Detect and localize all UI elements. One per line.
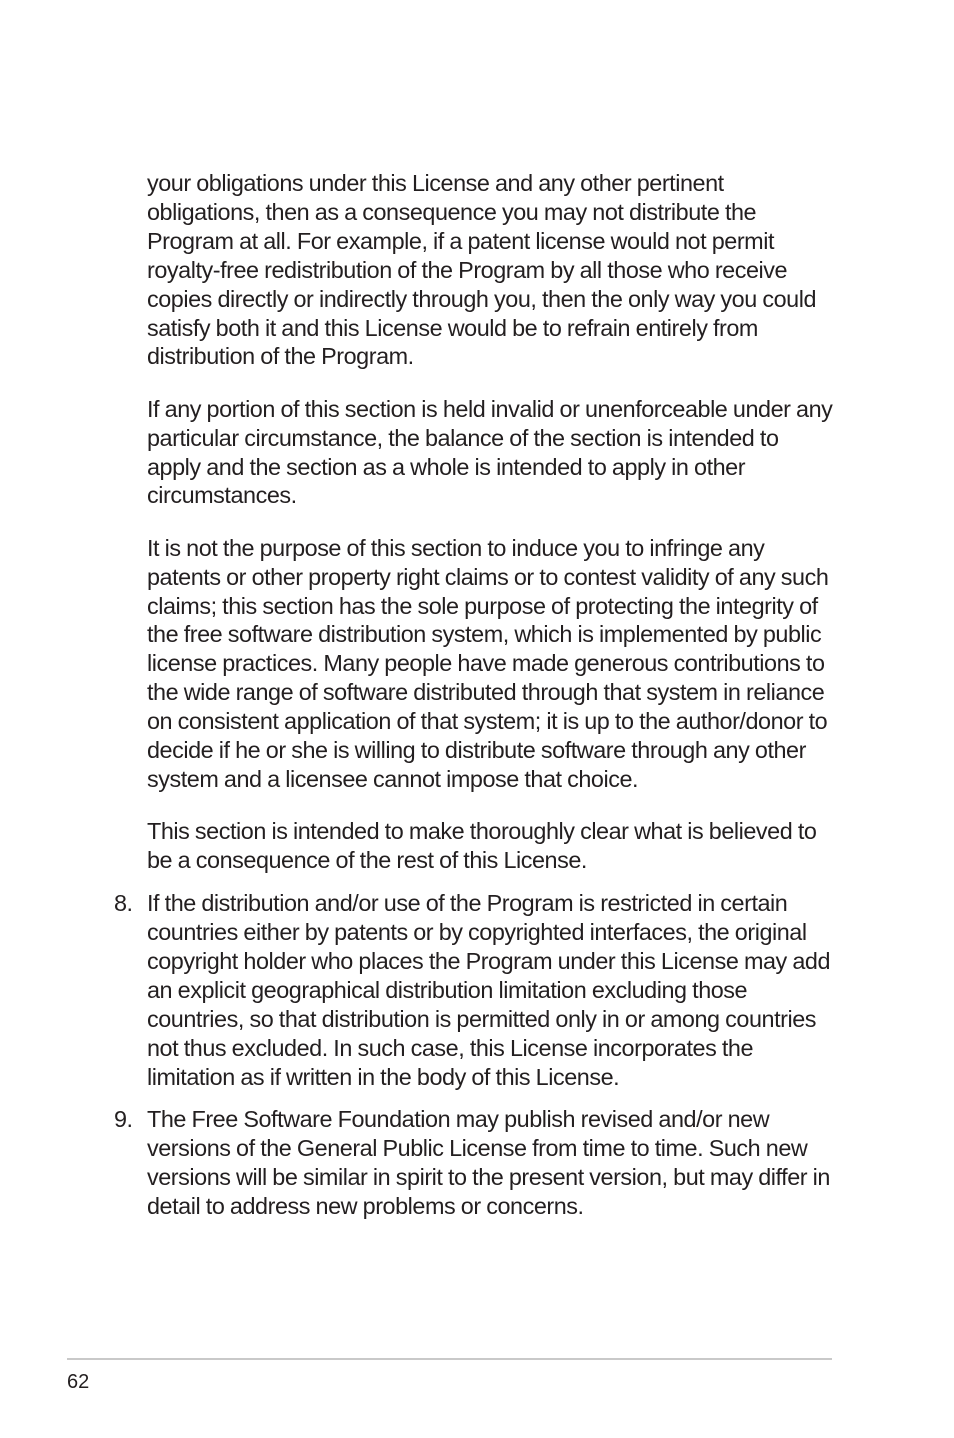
paragraph-severability: If any portion of this section is held invalid or unenforceable under any particular circumstance, the balance of the section is intended to apply and the section as a whole is intended to apply in other circumstances. xyxy=(147,395,833,509)
list-item-9 xyxy=(114,1105,837,1221)
footer-divider xyxy=(67,1358,832,1360)
list-item-number: 8. xyxy=(114,890,133,917)
list-item-8 xyxy=(114,889,837,1091)
paragraph-clarification: This section is intended to make thoroughly clear what is believed to be a consequence of the rest of this License. xyxy=(147,818,817,874)
paragraph-continuation: your obligations under this License and any other pertinent obligations, then as a consequence you may not distribute the Program at all. For example, if a patent license would not permit royalty-free redistribution of the Program by all those who receive copies directly or indirectly through you, then the only way you could satisfy both it and this License would be to refrain entirely from distribution of the Program. xyxy=(147,170,817,370)
list-item-text: If the distribution and/or use of the Program is restricted in certain countries either by patents or by copyrighted interfaces, the original copyright holder who places the Program under this License may add an explicit geographical distribution limitation excluding those countries, so that distribution is permitted only in or among countries not thus excluded. In such case, this License incorporates the limitation as if written in the body of this License. xyxy=(147,890,831,1090)
paragraph-purpose: It is not the purpose of this section to induce you to infringe any patents or other property right claims or to contest validity of any such claims; this section has the sole purpose of protecting the integrity of the free software distribution system, which is implemented by public license practices. Many people have made generous contributions to the wide range of software distributed through that system in reliance on consistent application of that system; it is up to the author/donor to decide if he or she is willing to distribute software through any other system and a licensee cannot impose that choice. xyxy=(147,534,829,792)
list-item-number: 9. xyxy=(114,1106,133,1133)
page-body xyxy=(0,169,954,1235)
page-number: 62 xyxy=(67,1371,90,1393)
list-item-text: The Free Software Foundation may publish revised and/or new versions of the General Public License from time to time. Such new versions will be similar in spirit to the present version, but may differ in detail to address new problems or concerns. xyxy=(147,1106,830,1220)
